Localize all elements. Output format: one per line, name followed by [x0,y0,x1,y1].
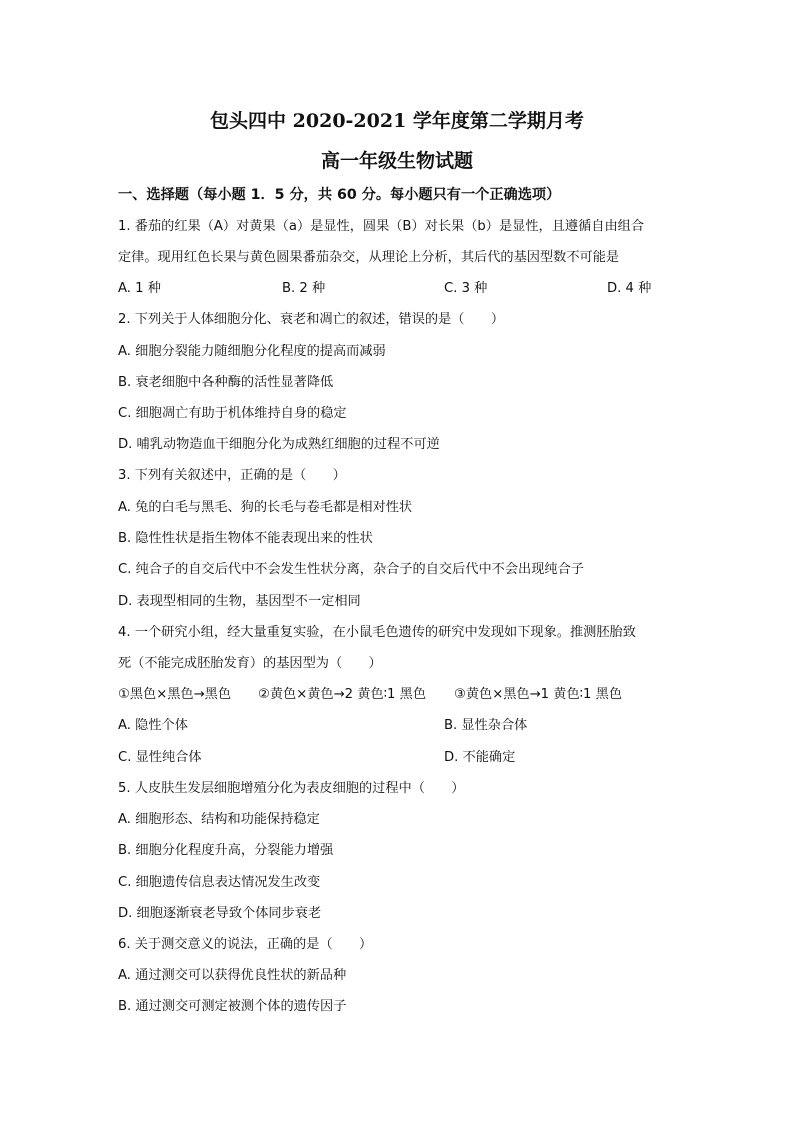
question-3-stem: 3. 下列有关叙述中，正确的是（ ） [118,468,346,483]
question-5-stem: 5. 人皮肤生发层细胞增殖分化为表皮细胞的过程中（ ） [118,781,465,796]
section-heading-multiple-choice: 一、选择题（每小题 1．5 分，共 60 分。每小题只有一个正确选项） [118,187,561,203]
question-1-stem-line-1: 1. 番茄的红果（A）对黄果（a）是显性，圆果（B）对长果（b）是显性，且遵循自由组合 [118,219,645,234]
question-6-option-a: A. 通过测交可以获得优良性状的新品种 [118,968,347,983]
question-5-option-a: A. 细胞形态、结构和功能保持稳定 [118,812,320,827]
question-5-option-c: C. 细胞遗传信息表达情况发生改变 [118,875,321,890]
question-3-option-a: A. 兔的白毛与黑毛、狗的长毛与卷毛都是相对性状 [118,500,413,515]
question-4-option-d: D. 不能确定 [444,750,516,765]
exam-title: 包头四中 2020-2021 学年度第二学期月考 [210,110,584,132]
question-3-option-d: D. 表现型相同的生物，基因型不一定相同 [118,594,361,609]
question-1-option-a: A. 1 种 [118,281,161,296]
question-1-stem-line-2: 定律。现用红色长果与黄色圆果番茄杂交，从理论上分析，其后代的基因型数不可能是 [118,250,620,265]
question-4-cross-2: ②黄色×黄色→2 黄色∶1 黑色 [258,687,427,702]
question-1-options [118,280,678,298]
exam-subtitle: 高一年级生物试题 [320,150,473,172]
question-1-option-c: C. 3 种 [444,281,488,296]
question-1-option-b: B. 2 种 [282,281,326,296]
question-4-stem-line-2: 死（不能完成胚胎发育）的基因型为（ ） [118,656,382,671]
question-2-stem: 2. 下列关于人体细胞分化、衰老和凋亡的叙述，错误的是（ ） [118,312,505,327]
question-4-stem-line-1: 4. 一个研究小组，经大量重复实验，在小鼠毛色遗传的研究中发现如下现象。推测胚胎致 [118,625,636,640]
question-4-option-c: C. 显性纯合体 [118,750,202,765]
question-4-options-row-1 [118,717,678,735]
question-5-option-b: B. 细胞分化程度升高，分裂能力增强 [118,843,334,858]
question-2-option-b: B. 衰老细胞中各种酶的活性显著降低 [118,375,334,390]
question-2-option-a: A. 细胞分裂能力随细胞分化程度的提高而减弱 [118,344,386,359]
question-4-option-a: A. 隐性个体 [118,718,188,733]
question-4-cross-3: ③黄色×黑色→1 黄色∶1 黑色 [454,687,623,702]
question-5-option-d: D. 细胞逐渐衰老导致个体同步衰老 [118,906,322,921]
question-4-options-row-2 [118,749,678,767]
question-4-cross-1: ①黑色×黑色→黑色 [118,687,232,702]
question-2-option-c: C. 细胞凋亡有助于机体维持自身的稳定 [118,406,347,421]
question-1-option-d: D. 4 种 [607,281,652,296]
question-3-option-b: B. 隐性性状是指生物体不能表现出来的性状 [118,531,373,546]
question-4-crosses [118,686,678,704]
question-3-option-c: C. 纯合子的自交后代中不会发生性状分离，杂合子的自交后代中不会出现纯合子 [118,562,584,577]
question-4-option-b: B. 显性杂合体 [444,718,528,733]
question-2-option-d: D. 哺乳动物造血干细胞分化为成熟红细胞的过程不可逆 [118,437,440,452]
question-6-stem: 6. 关于测交意义的说法，正确的是（ ） [118,937,373,952]
question-6-option-b: B. 通过测交可测定被测个体的遗传因子 [118,999,347,1014]
